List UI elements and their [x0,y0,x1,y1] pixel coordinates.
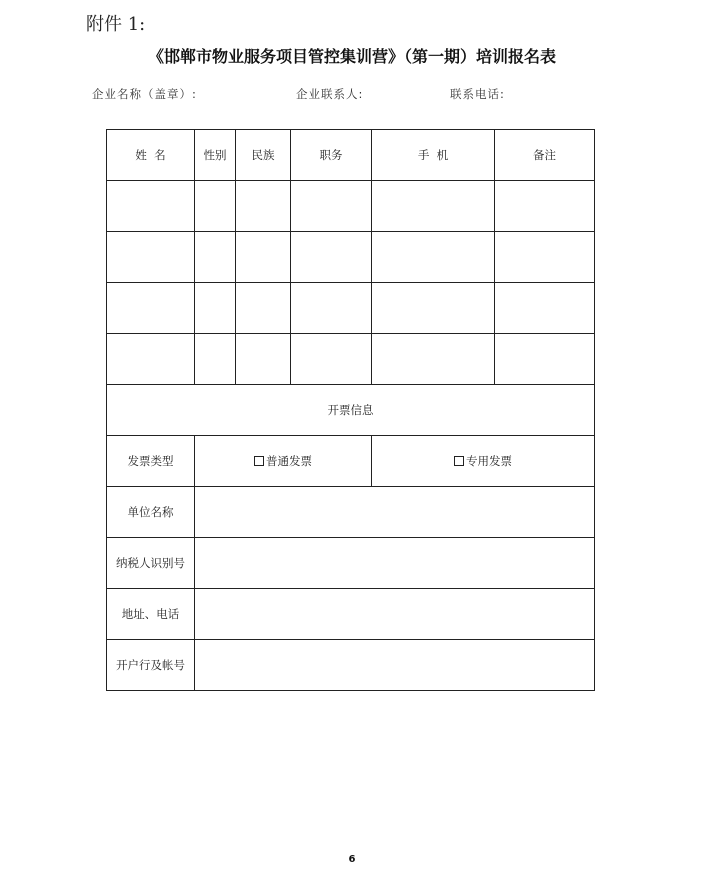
remarks-cell[interactable] [495,334,595,385]
ethnicity-cell[interactable] [236,334,291,385]
field-value-bank-account[interactable] [195,640,595,691]
mobile-cell[interactable] [372,232,495,283]
header-row [107,130,595,181]
table-row [107,334,595,385]
field-label-bank-account: 开户行及帐号 [107,640,195,691]
invoice-section-row [107,385,595,436]
header-position: 职务 [291,130,372,181]
checkbox-icon[interactable] [454,456,464,466]
gender-cell[interactable] [195,181,236,232]
ethnicity-cell[interactable] [236,283,291,334]
checkbox-icon[interactable] [254,456,264,466]
header-ethnicity: 民族 [236,130,291,181]
invoice-type-row [107,436,595,487]
field-value-taxpayer-id[interactable] [195,538,595,589]
ethnicity-cell[interactable] [236,232,291,283]
position-cell[interactable] [291,283,372,334]
form-title: 《邯郸市物业服务项目管控集训营》（第一期）培训报名表 [147,47,556,66]
field-label-unit-name: 单位名称 [107,487,195,538]
mobile-cell[interactable] [372,283,495,334]
remarks-cell[interactable] [495,232,595,283]
field-row [107,589,595,640]
field-value-address-phone[interactable] [195,589,595,640]
company-name-label: 企业名称（盖章）: [92,87,197,101]
company-contact-label: 企业联系人: [296,87,364,101]
field-row [107,538,595,589]
name-cell[interactable] [107,283,195,334]
ethnicity-cell[interactable] [236,181,291,232]
remarks-cell[interactable] [495,283,595,334]
header-mobile: 手 机 [372,130,495,181]
gender-cell[interactable] [195,334,236,385]
field-label-taxpayer-id: 纳税人识别号 [107,538,195,589]
mobile-cell[interactable] [372,334,495,385]
table-row [107,232,595,283]
field-row [107,487,595,538]
invoice-section-title: 开票信息 [107,385,595,436]
table-row [107,283,595,334]
header-name: 姓 名 [107,130,195,181]
name-cell[interactable] [107,334,195,385]
invoice-type-label: 发票类型 [107,436,195,487]
position-cell[interactable] [291,181,372,232]
invoice-option-special-label: 专用发票 [466,454,512,468]
invoice-option-general-label: 普通发票 [266,454,312,468]
name-cell[interactable] [107,181,195,232]
invoice-option-general[interactable] [195,436,372,487]
field-label-address-phone: 地址、电话 [107,589,195,640]
header-remarks: 备注 [495,130,595,181]
position-cell[interactable] [291,232,372,283]
field-row [107,640,595,691]
name-cell[interactable] [107,232,195,283]
field-value-unit-name[interactable] [195,487,595,538]
gender-cell[interactable] [195,232,236,283]
position-cell[interactable] [291,334,372,385]
header-gender: 性别 [195,130,236,181]
mobile-cell[interactable] [372,181,495,232]
table-row [107,181,595,232]
invoice-option-special[interactable] [372,436,595,487]
contact-phone-label: 联系电话: [450,87,505,101]
gender-cell[interactable] [195,283,236,334]
attachment-label: 附件 1: [86,14,146,35]
remarks-cell[interactable] [495,181,595,232]
page-number: 6 [348,854,356,865]
registration-table [106,129,595,691]
